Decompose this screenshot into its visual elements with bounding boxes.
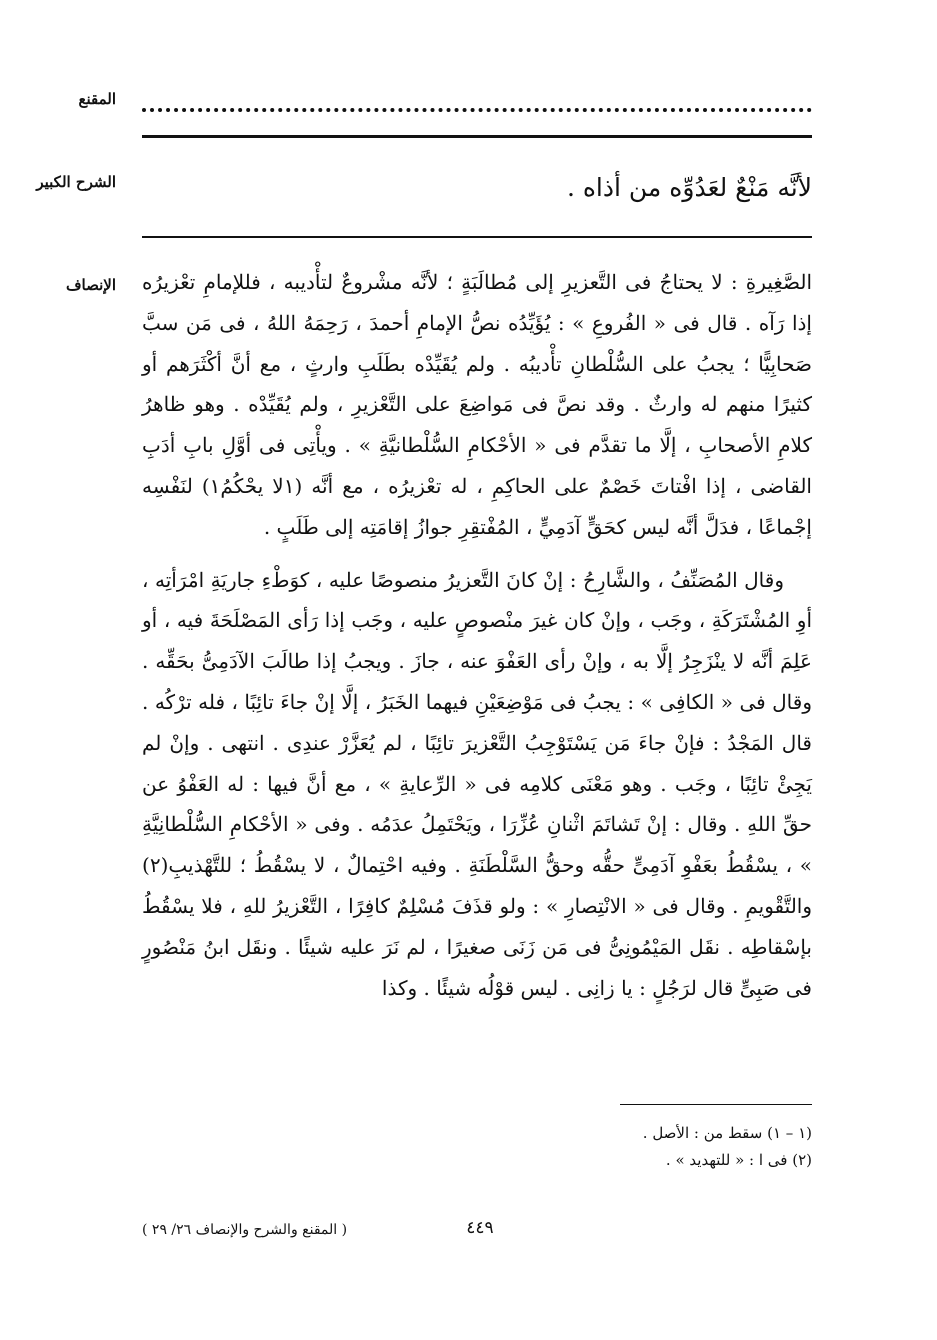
insaf-section-label: الإنصاف [65, 276, 116, 294]
muqni-section-label: المقنع [78, 90, 116, 108]
sharh-text: لأنَّه مَنْعٌ لعَدُوِّه من أذاه . [566, 173, 812, 202]
insaf-paragraph-2: وقال المُصَنِّفُ ، والشَّارِحُ : إنْ كانَ التَّعزيرُ منصوصًا عليه ، كوَطْءِ جاريَةِ امْرَأتِه ، أوِ المُشْتَرَكَةِ ، وجَب ، وإنْ كان غيرَ منْصوصٍ عليه ، وجَب إذا رَأى المَصْلَحَةَ فيه ، أو عَلِمَ أنَّه لا ينْزَجِرُ إلَّا به ، وإنْ رأى العَفْوَ عنه ، جازَ . ويجبُ إذا طالَبَ الآدَمِىُّ بحَقِّه . وقال فى « الكافِى » : يجبُ فى مَوْضِعَيْنِ فيهما الخَبَرُ ، إلَّا إنْ جاءَ تائِبًا ، فله ترْكُه . قال المَجْدُ : فإنْ جاءَ مَن يَسْتَوْجِبُ التَّعْزيرَ تائِبًا ، لم يُعَزَّرْ عندِى . انتهى . وإنْ لم يَجِئْ تائِبًا ، وجَب . وهو مَعْنَى كلامِه فى « الرِّعايةِ » ، مع أنَّ فيها : له العَفْوُ عن حقِّ اللهِ . وقال : إنْ تَشاتَمَ اثْنانِ عُزِّرَا ، ويَحْتَمِلُ عدَمُه . وفى « الأحْكامِ السُّلْطانِيَّةِ » ، يسْقُطُ بعَفْوِ آدَمِىٍّ حقُّه وحقُّ السَّلْطَنَةِ . وفيه احْتِمالٌ ، لا يسْقُطُ ؛ للتَّهْذيبِ(٢) والتَّقْويمِ . وقال فى « الانْتِصارِ » : ولو قذَفَ مُسْلِمٌ كافِرًا ، التَّعْزيرُ للهِ ، فلا يسْقُطُ بإسْقاطِه . نقَل المَيْمُونِىُّ فى مَن زَنَى صغيرًا ، لم نَرَ عليه شيئًا . ونقَل ابنُ مَنْصُورٍ فى صَبِىٍّ قال لرَجُلٍ : يا زانِى . ليس قوْلُه شيئًا . وكذا [142, 567, 812, 1000]
insaf-body [142, 262, 812, 1008]
footnote-rule [620, 1104, 812, 1105]
section-divider-thick [142, 135, 812, 138]
source-reference: ( المقنع والشرح والإنصاف ٢٦/ ٢٩ ) [142, 1222, 348, 1238]
page-number: ٤٤٩ [466, 1218, 494, 1238]
footnotes [142, 1120, 812, 1174]
footnote-2: (٢) فى ا : « للتهديد » . [665, 1151, 812, 1169]
section-divider-thin [142, 236, 812, 238]
insaf-paragraph-1: الصَّغِيرةِ : لا يحتاجُ فى التَّعزيرِ إلى مُطالَبَةٍ ؛ لأنَّه مشْروعٌ لتأْديبه ، فللإمامِ تعْزيرُه إذا رَآه . قال فى « الفُروعِ » : يُؤَيِّدُه نصُّ الإمامِ أحمدَ ، رَحِمَهُ اللهُ ، فى مَن سبَّ صَحابِيًّا ؛ يجبُ على السُّلْطانِ تأْديبُه . ولم يُقَيِّدْه بطَلَبِ وارثٍ ، مع أنَّ أكْثَرَهم أو كثيرًا منهم له وارثٌ . وقد نصَّ فى مَواضِعَ على التَّعْزيرِ ، ولم يُقَيِّدْه . وهو ظاهرُ كلامِ الأصحابِ ، إلَّا ما تقدَّم فى « الأحْكامِ السُّلْطانيَّةِ » . ويأْتِى فى أوَّلِ بابِ أدَبِ القاضى ، إذا افْتاتَ خَصْمٌ على الحاكِمِ ، له تعْزيرُه ، مع أنَّه (١لا يحْكُمُ١) لنَفْسِه إجْماعًا ، فدَلَّ أنَّه ليس كحَقٍّ آدَمِيٍّ ، المُفْتقِرِ جوازُ إقامَتِه إلى طَلَبٍ . [142, 270, 812, 539]
sharh-section-label: الشرح الكبير [36, 173, 116, 191]
muqni-dotted-placeholder [142, 96, 812, 112]
footnote-1: (١ – ١) سقط من : الأصل . [642, 1124, 812, 1142]
